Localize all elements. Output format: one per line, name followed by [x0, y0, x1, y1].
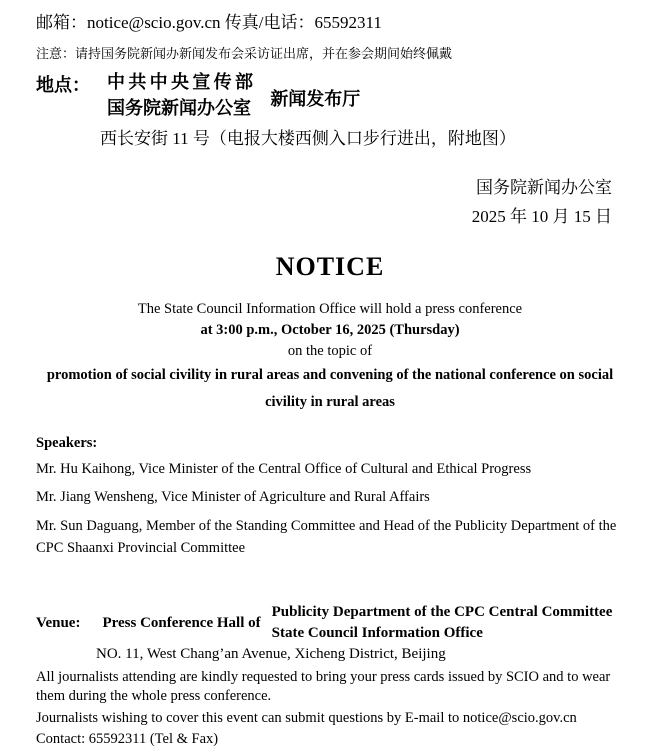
email-address: notice@scio.gov.cn — [87, 13, 221, 32]
location-block — [36, 69, 624, 121]
location-hall: 新闻发布厅 — [270, 89, 361, 110]
announcement-intro: The State Council Information Office will hold a press conference — [137, 301, 523, 318]
announcement-topic: promotion of social civility in rural areas and convening of the national conference on social civility in rural areas — [46, 367, 614, 410]
speakers-label: Speakers: — [36, 434, 98, 451]
venue-label: Venue: — [36, 614, 81, 631]
email-label: 邮箱： — [36, 13, 87, 32]
contact-header-line — [36, 12, 624, 34]
announcement-datetime: at 3:00 p.m., October 16, 2025 (Thursday) — [200, 321, 460, 338]
attention-note: 注意：请持国务院新闻办新闻发布会采访证出席，并在参会期间始终佩戴 — [36, 46, 453, 62]
speaker-item: Mr. Sun Daguang, Member of the Standing Committee and Head of the Publicity Department of the CPC Shaanxi Provincial Committee — [36, 518, 617, 556]
note-submit-questions: Journalists wishing to cover this event can submit questions by E-mail to notice@scio.gov.cn — [36, 709, 577, 726]
signoff-organization: 国务院新闻办公室 — [476, 178, 612, 198]
venue-org-line1: Publicity Department of the CPC Central Committee — [271, 603, 613, 620]
note-press-cards: All journalists attending are kindly requested to bring your press cards issued by SCIO and to wear them during the whole press conference. — [36, 669, 611, 705]
speaker-item: Mr. Hu Kaihong, Vice Minister of the Central Office of Cultural and Ethical Progress — [36, 460, 532, 477]
announcement-block — [36, 299, 624, 415]
venue-address: NO. 11, West Chang’an Avenue, Xicheng District, Beijing — [96, 646, 446, 663]
fax-phone-number: 65592311 — [314, 13, 382, 32]
location-address: 西长安街 11 号（电报大楼西侧入口步行进出，附地图） — [100, 129, 516, 149]
speaker-item: Mr. Jiang Wensheng, Vice Minister of Agriculture and Rural Affairs — [36, 489, 430, 506]
signoff-block — [36, 174, 624, 231]
signoff-date: 2025 年 10 月 15 日 — [471, 206, 612, 226]
fax-phone-label: 传真/电话： — [224, 13, 315, 32]
location-organizations — [107, 69, 256, 121]
contact-line: Contact: 65592311 (Tel & Fax) — [36, 730, 219, 747]
announcement-topic-lead: on the topic of — [287, 342, 373, 359]
location-org-line1: 中共中央宣传部 — [107, 72, 257, 93]
page-title: NOTICE — [275, 252, 385, 282]
location-label: 地点： — [36, 75, 90, 96]
footer-notes — [36, 668, 624, 749]
venue-section — [36, 602, 624, 645]
venue-hall-prefix: Press Conference Hall of — [102, 614, 261, 631]
venue-org-line2: State Council Information Office — [271, 625, 483, 642]
speakers-section — [36, 435, 624, 560]
venue-organizations — [272, 602, 613, 645]
location-org-line2: 国务院新闻办公室 — [107, 98, 251, 119]
